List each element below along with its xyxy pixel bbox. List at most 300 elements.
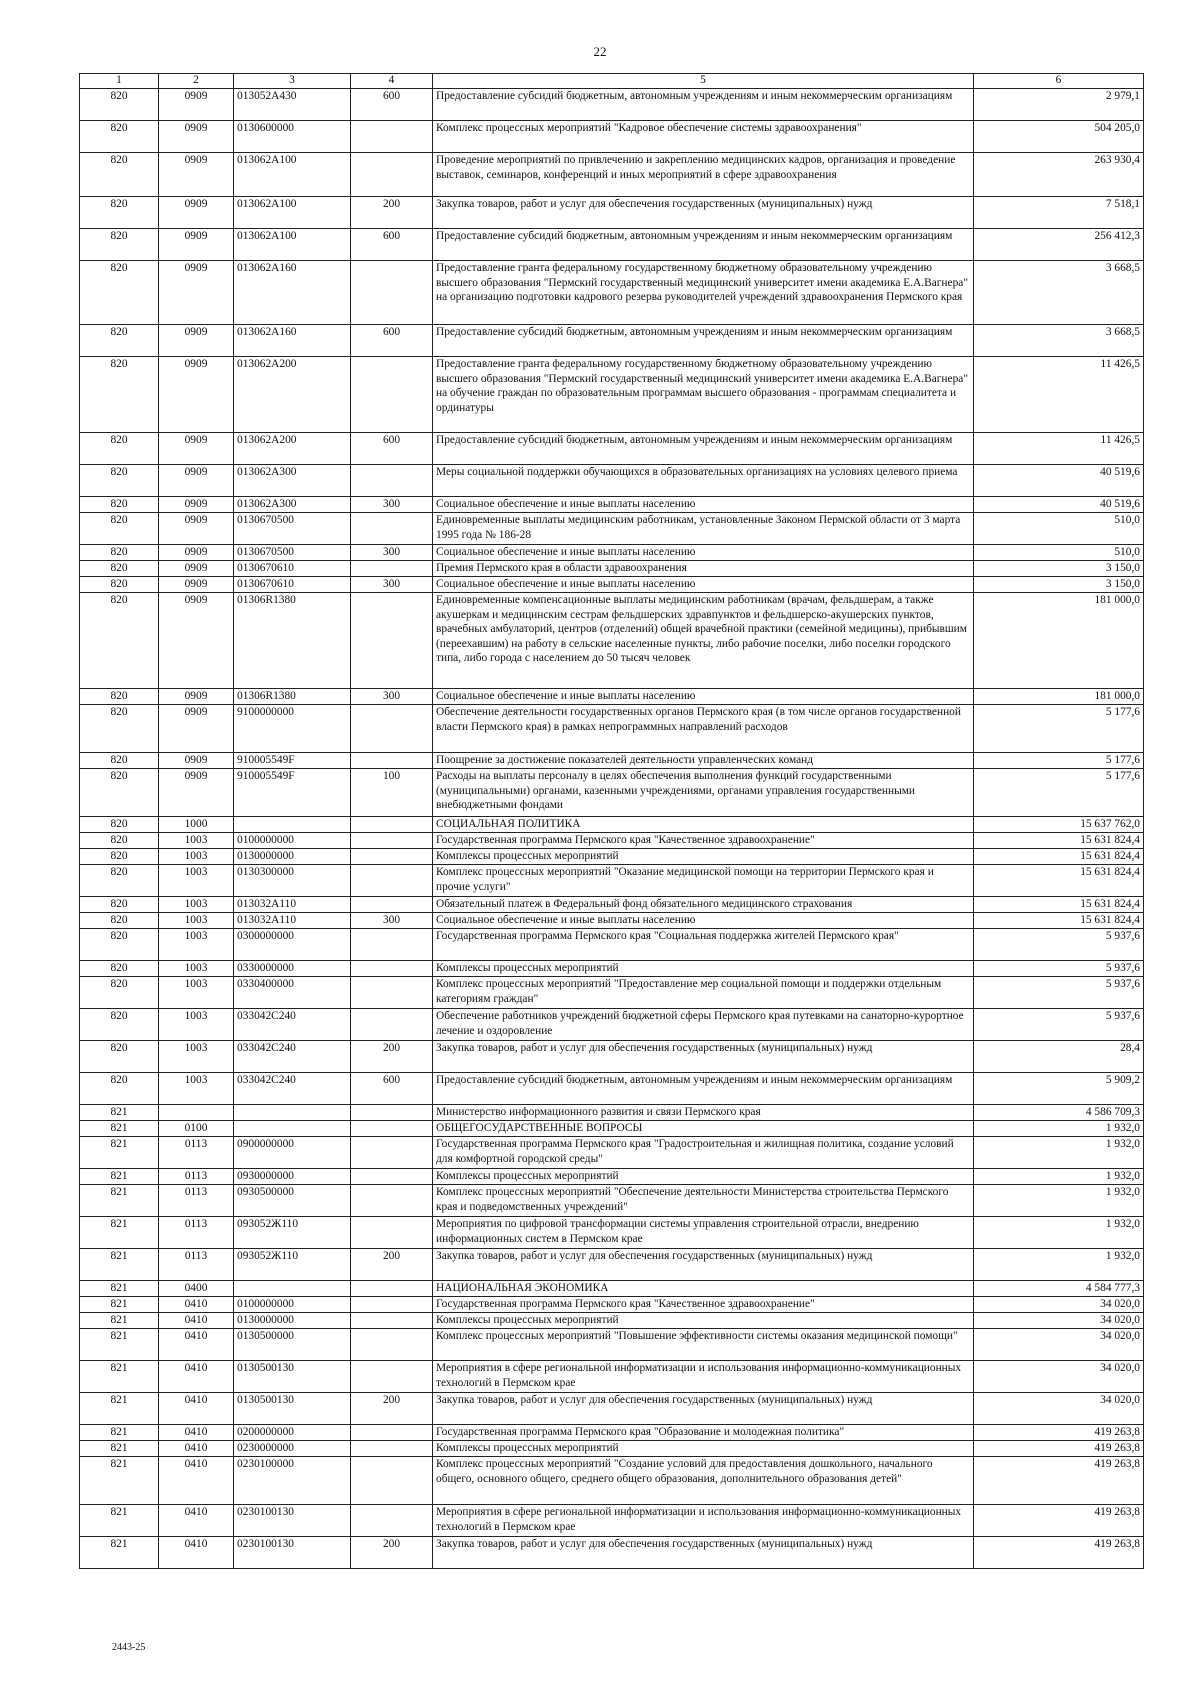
cell-amount: 510,0 <box>974 545 1144 561</box>
cell-section-code: 0400 <box>159 1281 234 1297</box>
cell-section-code: 0909 <box>159 577 234 593</box>
cell-amount: 15 631 824,4 <box>974 849 1144 865</box>
cell-expense-type <box>351 817 433 833</box>
cell-description: Предоставление гранта федеральному государственному бюджетному образовательному учреждению высшего образования "Пермский государственный медицинский университет имени академика Е.А.Вагнера" на организацию подготовки кадрового резерва руководителей учреждений здравоохранения Пермского края <box>433 261 974 325</box>
cell-ministry-code: 820 <box>80 497 159 513</box>
cell-amount: 34 020,0 <box>974 1313 1144 1329</box>
cell-description: Государственная программа Пермского края "Качественное здравоохранение" <box>433 833 974 849</box>
cell-expense-type <box>351 121 433 153</box>
table-row <box>80 1505 1144 1537</box>
cell-ministry-code: 820 <box>80 153 159 197</box>
cell-target-article: 013062А100 <box>234 229 351 261</box>
table-row <box>80 1009 1144 1041</box>
cell-description: Закупка товаров, работ и услуг для обеспечения государственных (муниципальных) нужд <box>433 197 974 229</box>
cell-expense-type: 200 <box>351 1393 433 1425</box>
cell-target-article: 013062А200 <box>234 433 351 465</box>
table-row <box>80 577 1144 593</box>
cell-section-code: 0909 <box>159 229 234 261</box>
cell-amount: 263 930,4 <box>974 153 1144 197</box>
cell-ministry-code: 820 <box>80 769 159 817</box>
cell-section-code: 0410 <box>159 1313 234 1329</box>
cell-description: Закупка товаров, работ и услуг для обеспечения государственных (муниципальных) нужд <box>433 1537 974 1569</box>
cell-target-article: 0930000000 <box>234 1169 351 1185</box>
cell-description: Социальное обеспечение и иные выплаты населению <box>433 545 974 561</box>
budget-table <box>79 73 1144 1569</box>
cell-amount: 181 000,0 <box>974 593 1144 689</box>
table-row <box>80 1329 1144 1361</box>
cell-expense-type <box>351 1169 433 1185</box>
cell-section-code: 1003 <box>159 897 234 913</box>
cell-amount: 419 263,8 <box>974 1441 1144 1457</box>
cell-expense-type <box>351 1361 433 1393</box>
cell-expense-type <box>351 513 433 545</box>
cell-expense-type <box>351 929 433 961</box>
cell-target-article <box>234 1121 351 1137</box>
table-row <box>80 433 1144 465</box>
cell-section-code: 0909 <box>159 561 234 577</box>
cell-section-code: 1003 <box>159 977 234 1009</box>
cell-section-code: 0113 <box>159 1137 234 1169</box>
cell-amount: 34 020,0 <box>974 1329 1144 1361</box>
cell-amount: 504 205,0 <box>974 121 1144 153</box>
cell-expense-type <box>351 705 433 753</box>
cell-target-article: 0130670610 <box>234 561 351 577</box>
cell-section-code: 0909 <box>159 545 234 561</box>
column-header-5: 5 <box>433 74 974 89</box>
cell-target-article: 013032А110 <box>234 897 351 913</box>
column-header-3: 3 <box>234 74 351 89</box>
cell-target-article: 013052А430 <box>234 89 351 121</box>
header-row <box>80 74 1144 89</box>
cell-expense-type <box>351 961 433 977</box>
cell-ministry-code: 820 <box>80 977 159 1009</box>
cell-section-code: 1003 <box>159 849 234 865</box>
table-row <box>80 197 1144 229</box>
cell-section-code: 0410 <box>159 1361 234 1393</box>
cell-ministry-code: 820 <box>80 197 159 229</box>
cell-ministry-code: 820 <box>80 561 159 577</box>
cell-expense-type <box>351 1313 433 1329</box>
table-row <box>80 545 1144 561</box>
cell-target-article: 910005549F <box>234 753 351 769</box>
table-row <box>80 465 1144 497</box>
cell-ministry-code: 821 <box>80 1249 159 1281</box>
cell-section-code: 0909 <box>159 753 234 769</box>
table-row <box>80 1185 1144 1217</box>
cell-target-article: 013062А160 <box>234 325 351 357</box>
cell-section-code: 0113 <box>159 1217 234 1249</box>
table-row <box>80 913 1144 929</box>
cell-description: Предоставление субсидий бюджетным, автономным учреждениям и иным некоммерческим организациям <box>433 325 974 357</box>
cell-expense-type <box>351 1185 433 1217</box>
cell-description: Закупка товаров, работ и услуг для обеспечения государственных (муниципальных) нужд <box>433 1249 974 1281</box>
cell-ministry-code: 820 <box>80 689 159 705</box>
cell-amount: 5 937,6 <box>974 961 1144 977</box>
table-row <box>80 261 1144 325</box>
cell-expense-type <box>351 897 433 913</box>
cell-ministry-code: 821 <box>80 1425 159 1441</box>
cell-target-article: 013062А200 <box>234 357 351 433</box>
cell-description: Министерство информационного развития и связи Пермского края <box>433 1105 974 1121</box>
cell-amount: 419 263,8 <box>974 1425 1144 1441</box>
table-row <box>80 1073 1144 1105</box>
cell-target-article: 0130500130 <box>234 1361 351 1393</box>
cell-ministry-code: 820 <box>80 261 159 325</box>
cell-description: Единовременные компенсационные выплаты медицинским работникам (врачам, фельдшерам, а также акушеркам и медицинским сестрам фельдшерских здравпунктов и фельдшерско-акушерских пунктов, врачебных амбулаторий, центров (отделений) общей врачебной практики (семейной медицины), прибывшим (переехавшим) на работу в сельские населенные пункты, либо рабочие поселки, либо поселки городского типа, либо города с населением до 50 тысяч человек <box>433 593 974 689</box>
table-row <box>80 357 1144 433</box>
cell-amount: 3 668,5 <box>974 325 1144 357</box>
cell-section-code: 0909 <box>159 89 234 121</box>
cell-section-code: 1000 <box>159 817 234 833</box>
table-row <box>80 89 1144 121</box>
cell-amount: 15 631 824,4 <box>974 897 1144 913</box>
cell-description: Комплексы процессных мероприятий <box>433 961 974 977</box>
cell-amount: 40 519,6 <box>974 497 1144 513</box>
table-header <box>80 74 1144 89</box>
cell-description: Закупка товаров, работ и услуг для обеспечения государственных (муниципальных) нужд <box>433 1041 974 1073</box>
table-row <box>80 1121 1144 1137</box>
cell-target-article: 0100000000 <box>234 1297 351 1313</box>
table-body <box>80 89 1144 1569</box>
cell-section-code: 0410 <box>159 1297 234 1313</box>
cell-ministry-code: 820 <box>80 897 159 913</box>
table-row <box>80 229 1144 261</box>
cell-ministry-code: 820 <box>80 1009 159 1041</box>
cell-description: ОБЩЕГОСУДАРСТВЕННЫЕ ВОПРОСЫ <box>433 1121 974 1137</box>
cell-expense-type: 200 <box>351 1041 433 1073</box>
cell-target-article: 01306R1380 <box>234 689 351 705</box>
table-row <box>80 1441 1144 1457</box>
cell-ministry-code: 820 <box>80 1073 159 1105</box>
cell-description: Комплекс процессных мероприятий "Кадровое обеспечение системы здравоохранения" <box>433 121 974 153</box>
cell-description: Мероприятия в сфере региональной информатизации и использования информационно-коммуникационных технологий в Пермском крае <box>433 1361 974 1393</box>
cell-amount: 3 150,0 <box>974 577 1144 593</box>
cell-section-code: 0410 <box>159 1393 234 1425</box>
cell-amount: 1 932,0 <box>974 1169 1144 1185</box>
cell-ministry-code: 820 <box>80 513 159 545</box>
cell-ministry-code: 820 <box>80 705 159 753</box>
cell-target-article: 0130670500 <box>234 513 351 545</box>
cell-expense-type: 600 <box>351 433 433 465</box>
cell-ministry-code: 820 <box>80 817 159 833</box>
cell-amount: 15 631 824,4 <box>974 913 1144 929</box>
cell-ministry-code: 821 <box>80 1185 159 1217</box>
cell-target-article: 01306R1380 <box>234 593 351 689</box>
cell-amount: 3 668,5 <box>974 261 1144 325</box>
cell-amount: 34 020,0 <box>974 1393 1144 1425</box>
cell-expense-type: 200 <box>351 197 433 229</box>
cell-amount: 7 518,1 <box>974 197 1144 229</box>
cell-section-code: 1003 <box>159 1073 234 1105</box>
table-row <box>80 325 1144 357</box>
cell-target-article: 910005549F <box>234 769 351 817</box>
table-row <box>80 1249 1144 1281</box>
cell-amount: 419 263,8 <box>974 1457 1144 1505</box>
cell-expense-type <box>351 1105 433 1121</box>
cell-section-code: 0410 <box>159 1441 234 1457</box>
cell-ministry-code: 820 <box>80 913 159 929</box>
cell-target-article: 9100000000 <box>234 705 351 753</box>
cell-expense-type: 600 <box>351 325 433 357</box>
cell-description: Социальное обеспечение и иные выплаты населению <box>433 689 974 705</box>
cell-expense-type <box>351 465 433 497</box>
cell-target-article <box>234 1281 351 1297</box>
cell-ministry-code: 820 <box>80 593 159 689</box>
cell-ministry-code: 820 <box>80 229 159 261</box>
cell-expense-type <box>351 1457 433 1505</box>
cell-ministry-code: 821 <box>80 1441 159 1457</box>
cell-ministry-code: 821 <box>80 1537 159 1569</box>
cell-ministry-code: 821 <box>80 1297 159 1313</box>
column-header-1: 1 <box>80 74 159 89</box>
cell-expense-type <box>351 593 433 689</box>
cell-target-article: 013032А110 <box>234 913 351 929</box>
cell-amount: 419 263,8 <box>974 1537 1144 1569</box>
cell-ministry-code: 820 <box>80 1041 159 1073</box>
table-row <box>80 1169 1144 1185</box>
cell-description: Предоставление субсидий бюджетным, автономным учреждениям и иным некоммерческим организациям <box>433 89 974 121</box>
cell-section-code: 1003 <box>159 833 234 849</box>
cell-description: Предоставление субсидий бюджетным, автономным учреждениям и иным некоммерческим организациям <box>433 433 974 465</box>
cell-expense-type <box>351 1425 433 1441</box>
cell-section-code: 0113 <box>159 1249 234 1281</box>
cell-target-article: 0130300000 <box>234 865 351 897</box>
cell-expense-type <box>351 865 433 897</box>
cell-amount: 2 979,1 <box>974 89 1144 121</box>
cell-expense-type: 600 <box>351 229 433 261</box>
cell-ministry-code: 820 <box>80 961 159 977</box>
cell-description: Предоставление субсидий бюджетным, автономным учреждениям и иным некоммерческим организациям <box>433 1073 974 1105</box>
column-header-2: 2 <box>159 74 234 89</box>
cell-section-code: 0410 <box>159 1329 234 1361</box>
cell-description: Комплекс процессных мероприятий "Повышение эффективности системы оказания медицинской помощи" <box>433 1329 974 1361</box>
cell-expense-type <box>351 261 433 325</box>
cell-ministry-code: 820 <box>80 465 159 497</box>
cell-description: Государственная программа Пермского края "Образование и молодежная политика" <box>433 1425 974 1441</box>
cell-amount: 15 631 824,4 <box>974 865 1144 897</box>
cell-ministry-code: 821 <box>80 1313 159 1329</box>
cell-section-code: 0909 <box>159 325 234 357</box>
cell-section-code: 0113 <box>159 1169 234 1185</box>
cell-amount: 5 177,6 <box>974 769 1144 817</box>
cell-expense-type <box>351 153 433 197</box>
cell-section-code <box>159 1105 234 1121</box>
cell-ministry-code: 820 <box>80 929 159 961</box>
table-row <box>80 1313 1144 1329</box>
cell-expense-type <box>351 561 433 577</box>
cell-section-code: 0909 <box>159 121 234 153</box>
cell-target-article: 0230100130 <box>234 1537 351 1569</box>
cell-ministry-code: 821 <box>80 1217 159 1249</box>
table-row <box>80 497 1144 513</box>
cell-expense-type <box>351 849 433 865</box>
cell-section-code: 0410 <box>159 1505 234 1537</box>
cell-description: Мероприятия по цифровой трансформации системы управления строительной отрасли, внедрению информационных систем в Пермском крае <box>433 1217 974 1249</box>
cell-target-article <box>234 817 351 833</box>
cell-target-article: 0130670610 <box>234 577 351 593</box>
cell-description: Комплекс процессных мероприятий "Создание условий для предоставления дошкольного, начального общего, основного общего, среднего общего образования, дополнительного образования детей" <box>433 1457 974 1505</box>
cell-ministry-code: 820 <box>80 833 159 849</box>
cell-expense-type <box>351 1329 433 1361</box>
cell-amount: 3 150,0 <box>974 561 1144 577</box>
cell-amount: 256 412,3 <box>974 229 1144 261</box>
cell-ministry-code: 820 <box>80 121 159 153</box>
cell-ministry-code: 820 <box>80 433 159 465</box>
cell-amount: 510,0 <box>974 513 1144 545</box>
cell-section-code: 0113 <box>159 1185 234 1217</box>
cell-description: Государственная программа Пермского края "Социальная поддержка жителей Пермского края" <box>433 929 974 961</box>
cell-description: СОЦИАЛЬНАЯ ПОЛИТИКА <box>433 817 974 833</box>
cell-ministry-code: 821 <box>80 1505 159 1537</box>
cell-ministry-code: 820 <box>80 753 159 769</box>
cell-target-article: 093052Ж110 <box>234 1217 351 1249</box>
cell-description: Государственная программа Пермского края "Градостроительная и жилищная политика, создание условий для комфортной городской среды" <box>433 1137 974 1169</box>
cell-section-code: 0909 <box>159 197 234 229</box>
cell-target-article: 0100000000 <box>234 833 351 849</box>
table-row <box>80 121 1144 153</box>
cell-description: Единовременные выплаты медицинским работникам, установленные Законом Пермской области от 3 марта 1995 года № 186-28 <box>433 513 974 545</box>
table-row <box>80 1105 1144 1121</box>
table-row <box>80 1457 1144 1505</box>
table-row <box>80 817 1144 833</box>
cell-target-article: 0130000000 <box>234 849 351 865</box>
cell-expense-type: 200 <box>351 1249 433 1281</box>
cell-amount: 40 519,6 <box>974 465 1144 497</box>
cell-expense-type <box>351 1217 433 1249</box>
cell-section-code: 1003 <box>159 961 234 977</box>
table-row <box>80 1281 1144 1297</box>
table-row <box>80 513 1144 545</box>
cell-target-article <box>234 1105 351 1121</box>
cell-amount: 5 937,6 <box>974 1009 1144 1041</box>
cell-expense-type <box>351 357 433 433</box>
cell-section-code: 0909 <box>159 497 234 513</box>
table-row <box>80 1425 1144 1441</box>
cell-amount: 1 932,0 <box>974 1249 1144 1281</box>
cell-target-article: 0330400000 <box>234 977 351 1009</box>
cell-target-article: 013062А300 <box>234 497 351 513</box>
cell-target-article: 0130500130 <box>234 1393 351 1425</box>
column-header-6: 6 <box>974 74 1144 89</box>
table-row <box>80 153 1144 197</box>
cell-description: Проведение мероприятий по привлечению и закреплению медицинских кадров, организация и проведение выставок, семинаров, конференций и иных мероприятий в сфере здравоохранения <box>433 153 974 197</box>
cell-description: Комплексы процессных мероприятий <box>433 849 974 865</box>
cell-expense-type <box>351 753 433 769</box>
table-row <box>80 1041 1144 1073</box>
cell-amount: 5 177,6 <box>974 753 1144 769</box>
cell-expense-type <box>351 1121 433 1137</box>
cell-expense-type: 300 <box>351 497 433 513</box>
cell-target-article: 0230100130 <box>234 1505 351 1537</box>
cell-ministry-code: 821 <box>80 1457 159 1505</box>
table-row <box>80 865 1144 897</box>
cell-target-article: 0330000000 <box>234 961 351 977</box>
table-row <box>80 929 1144 961</box>
cell-section-code: 1003 <box>159 913 234 929</box>
cell-amount: 28,4 <box>974 1041 1144 1073</box>
cell-ministry-code: 821 <box>80 1105 159 1121</box>
table-row <box>80 897 1144 913</box>
cell-target-article: 033042С240 <box>234 1073 351 1105</box>
cell-amount: 1 932,0 <box>974 1185 1144 1217</box>
cell-description: Комплекс процессных мероприятий "Оказание медицинской помощи на территории Пермского края и прочие услуги" <box>433 865 974 897</box>
cell-amount: 419 263,8 <box>974 1505 1144 1537</box>
cell-section-code: 0909 <box>159 513 234 545</box>
cell-section-code: 0909 <box>159 153 234 197</box>
cell-expense-type: 300 <box>351 913 433 929</box>
cell-expense-type: 600 <box>351 89 433 121</box>
page-number: 22 <box>593 44 607 59</box>
cell-target-article: 0900000000 <box>234 1137 351 1169</box>
cell-description: Комплексы процессных мероприятий <box>433 1169 974 1185</box>
cell-description: Обязательный платеж в Федеральный фонд обязательного медицинского страхования <box>433 897 974 913</box>
cell-description: Государственная программа Пермского края "Качественное здравоохранение" <box>433 1297 974 1313</box>
cell-target-article: 0130600000 <box>234 121 351 153</box>
cell-ministry-code: 820 <box>80 849 159 865</box>
column-header-4: 4 <box>351 74 433 89</box>
cell-expense-type: 100 <box>351 769 433 817</box>
cell-description: Социальное обеспечение и иные выплаты населению <box>433 577 974 593</box>
cell-target-article: 033042С240 <box>234 1041 351 1073</box>
cell-amount: 15 631 824,4 <box>974 833 1144 849</box>
cell-ministry-code: 821 <box>80 1361 159 1393</box>
table-row <box>80 689 1144 705</box>
table-row <box>80 1137 1144 1169</box>
cell-target-article: 013062А100 <box>234 153 351 197</box>
cell-ministry-code: 820 <box>80 325 159 357</box>
cell-amount: 4 584 777,3 <box>974 1281 1144 1297</box>
cell-target-article: 0130000000 <box>234 1313 351 1329</box>
cell-expense-type <box>351 833 433 849</box>
cell-target-article: 0230100000 <box>234 1457 351 1505</box>
cell-amount: 15 637 762,0 <box>974 817 1144 833</box>
cell-ministry-code: 821 <box>80 1281 159 1297</box>
cell-target-article: 0930500000 <box>234 1185 351 1217</box>
cell-description: Поощрение за достижение показателей деятельности управленческих команд <box>433 753 974 769</box>
cell-amount: 34 020,0 <box>974 1361 1144 1393</box>
cell-target-article: 0130670500 <box>234 545 351 561</box>
cell-amount: 34 020,0 <box>974 1297 1144 1313</box>
cell-expense-type <box>351 1281 433 1297</box>
table-row <box>80 833 1144 849</box>
cell-target-article: 013062А160 <box>234 261 351 325</box>
cell-ministry-code: 821 <box>80 1169 159 1185</box>
table-row <box>80 1297 1144 1313</box>
table-row <box>80 1393 1144 1425</box>
cell-section-code: 0909 <box>159 769 234 817</box>
cell-target-article: 0200000000 <box>234 1425 351 1441</box>
table-row <box>80 849 1144 865</box>
cell-section-code: 1003 <box>159 1041 234 1073</box>
cell-amount: 1 932,0 <box>974 1137 1144 1169</box>
cell-section-code: 1003 <box>159 1009 234 1041</box>
cell-expense-type <box>351 977 433 1009</box>
cell-description: Расходы на выплаты персоналу в целях обеспечения выполнения функций государственными (муниципальными) органами, казенными учреждениями, органами управления государственными внебюджетными фондами <box>433 769 974 817</box>
cell-description: Обеспечение работников учреждений бюджетной сферы Пермского края путевками на санаторно-курортное лечение и оздоровление <box>433 1009 974 1041</box>
cell-target-article: 0300000000 <box>234 929 351 961</box>
cell-description: Мероприятия в сфере региональной информатизации и использования информационно-коммуникационных технологий в Пермском крае <box>433 1505 974 1537</box>
cell-section-code: 1003 <box>159 865 234 897</box>
cell-description: Премия Пермского края в области здравоохранения <box>433 561 974 577</box>
cell-amount: 11 426,5 <box>974 433 1144 465</box>
cell-ministry-code: 821 <box>80 1137 159 1169</box>
cell-expense-type: 300 <box>351 545 433 561</box>
table-row <box>80 1217 1144 1249</box>
cell-description: Комплексы процессных мероприятий <box>433 1313 974 1329</box>
cell-description: Комплексы процессных мероприятий <box>433 1441 974 1457</box>
cell-section-code: 1003 <box>159 929 234 961</box>
cell-target-article: 0230000000 <box>234 1441 351 1457</box>
